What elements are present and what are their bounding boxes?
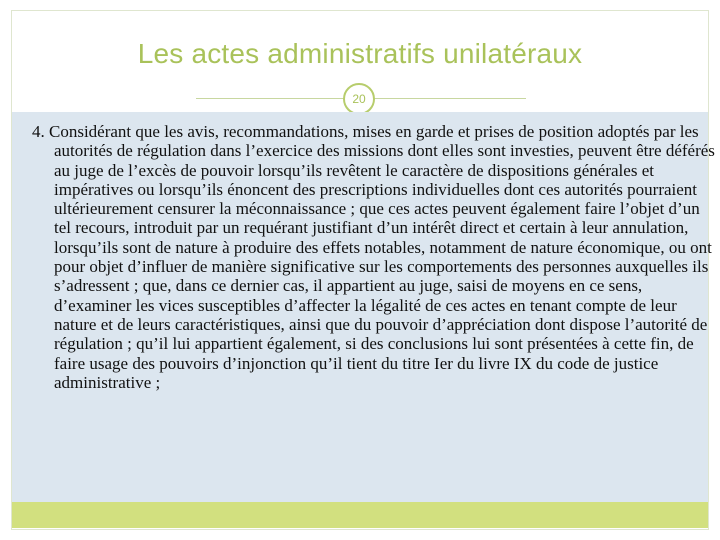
footer-bar	[12, 502, 708, 528]
page-number-badge: 20	[343, 83, 375, 115]
slide-title: Les actes administratifs unilatéraux	[137, 38, 583, 69]
slide-body-text: 4. Considérant que les avis, recommandations, mises en garde et prises de position adoptés par les autorités de régulation dans l’exercice des missions dont elles sont investies, peuvent être déférés au juge de l’excès de pouvoir lorsqu’ils revêtent le caractère de dispositions générales et impératives ou lorsqu’ils énoncent des prescriptions individuelles dont ces autorités pourraient ultérieurement censurer la méconnaissance ; que ces actes peuvent également faire l’objet d’un tel recours, introduit par un requérant justifiant d’un intérêt direct et certain à leur annulation, lorsqu’ils sont de nature à produire des effets notables, notamment de nature économique, ou ont pour objet d’influer de manière significative sur les comportements des personnes auxquelles ils s’adressent ; que, dans ce dernier cas, il appartient au juge, saisi de moyens en ce sens, d’examiner les vices susceptibles d’affecter la légalité de ces actes en tenant compte de leur nature et de leurs caractéristiques, ainsi que du pouvoir d’appréciation dont dispose l’autorité de régulation ; qu’il lui appartient également, si des conclusions lui sont présentées à cette fin, de faire usage des pouvoirs d’injonction qu’il tient du titre Ier du livre IX du code de justice administrative ;	[32, 122, 715, 392]
